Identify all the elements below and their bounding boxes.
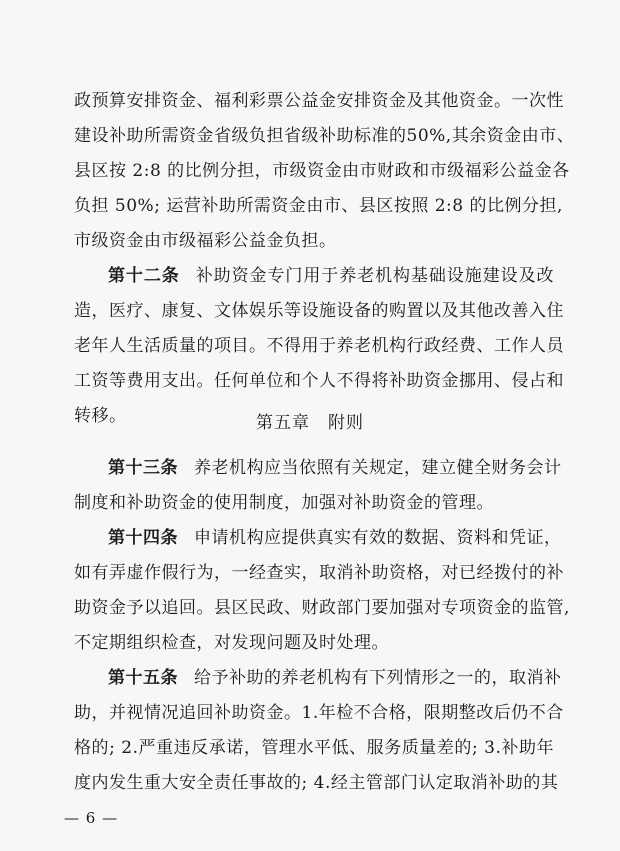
text-line: 助资金予以追回。县区民政、财政部门要加强对专项资金的监管, <box>74 598 570 618</box>
text-line: 转移。 <box>74 406 127 426</box>
article-13-first-line <box>108 453 562 483</box>
chapter-number: 第五章 <box>256 413 310 433</box>
article-heading: 第十二条 <box>108 266 180 286</box>
text-line: 助，并视情况追回补助资金。1.年检不合格，限期整改后仍不合 <box>74 703 564 723</box>
page-number: — 6 — <box>64 809 119 827</box>
text-span: 给予补助的养老机构有下列情形之一的，取消补 <box>194 668 562 688</box>
text-line: 不定期组织检查，对发现问题及时处理。 <box>74 633 389 653</box>
text-line: 制度和补助资金的使用制度，加强对补助资金的管理。 <box>74 493 494 513</box>
article-heading: 第十三条 <box>108 458 178 478</box>
article-heading: 第十五条 <box>108 668 178 688</box>
article-14-first-line <box>108 523 562 553</box>
chapter-title: 附则 <box>328 413 364 433</box>
text-line: 老年人生活质量的项目。不得用于养老机构行政经费、工作人员 <box>74 336 564 356</box>
text-span: 申请机构应提供真实有效的数据、资料和凭证， <box>194 528 562 548</box>
text-line: 度内发生重大安全责任事故的; 4.经主管部门认定取消补助的其 <box>74 773 559 793</box>
text-line: 格的; 2.严重违反承诺，管理水平低、服务质量差的; 3.补助年 <box>74 738 554 758</box>
article-15-first-line <box>108 663 562 693</box>
article-12-first-line <box>108 261 554 291</box>
text-span: 补助资金专门用于养老机构基础设施建设及改 <box>195 266 555 286</box>
text-line: 造，医疗、康复、文体娱乐等设施设备的购置以及其他改善入住 <box>74 301 564 321</box>
text-line: 政预算安排资金、福利彩票公益金安排资金及其他资金。一次性 <box>74 91 564 111</box>
text-span: 养老机构应当依照有关规定，建立健全财务会计 <box>194 458 562 478</box>
text-line: 市级资金由市级福彩公益金负担。 <box>74 231 337 251</box>
article-heading: 第十四条 <box>108 528 178 548</box>
text-line: 县区按 2:8 的比例分担，市级资金由市财政和市级福彩公益金各 <box>74 161 570 181</box>
text-line: 负担 50%; 运营补助所需资金由市、县区按照 2:8 的比例分担, <box>74 196 563 216</box>
text-line: 工资等费用支出。任何单位和个人不得将补助资金挪用、侵占和 <box>74 371 564 391</box>
chapter-heading <box>0 408 620 438</box>
text-line: 建设补助所需资金省级负担省级补助标准的50%,其余资金由市、 <box>74 126 575 146</box>
text-line: 如有弄虚作假行为，一经查实，取消补助资格，对已经拨付的补 <box>74 563 564 583</box>
